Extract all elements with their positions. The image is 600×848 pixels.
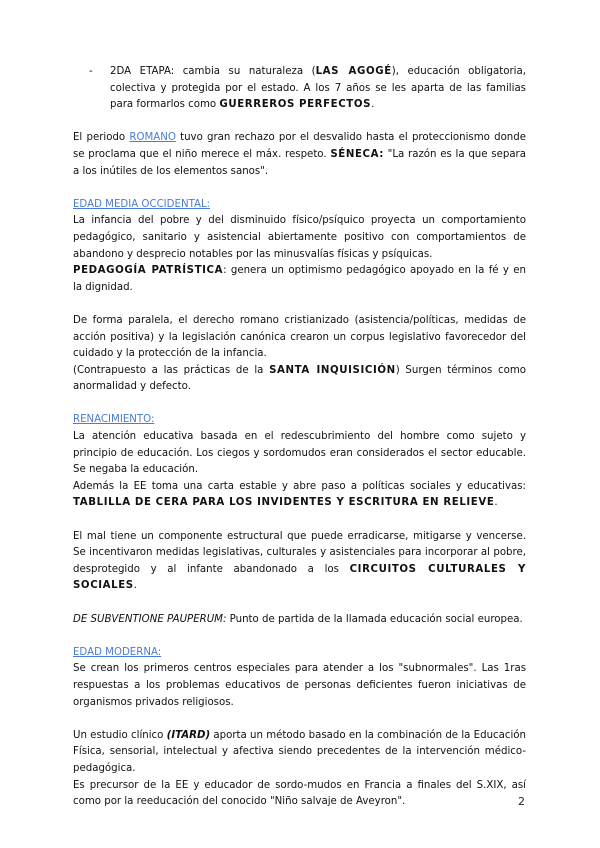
paragraph-medieval-4 bbox=[73, 363, 526, 396]
text: . bbox=[371, 99, 375, 111]
text: 2DA ETAPA: cambia su naturaleza ( bbox=[110, 66, 316, 77]
text: El mal tiene un componente estructural que puede erradicarse, mitigarse y vencerse. Se incentivaron medidas legislativas, culturales y asistenciales para incorporar al pobre, desprotegido y al infante abandonado a los bbox=[73, 530, 526, 575]
paragraph-renaissance-3 bbox=[73, 529, 526, 595]
text: Un estudio clínico bbox=[73, 729, 167, 741]
bullet-item-2da-etapa bbox=[73, 64, 526, 114]
bold-italic-term: (ITARD) bbox=[166, 729, 211, 741]
text: tuvo gran rechazo por el desvalido hasta el proteccionismo donde se proclama que el niño merece el máx. respeto. bbox=[73, 132, 526, 160]
paragraph-renaissance-4 bbox=[73, 612, 526, 629]
bold-term: GUERREROS PERFECTOS bbox=[219, 99, 372, 111]
paragraph-modern-3: Es precursor de la EE y educador de sordo-mudos en Francia a finales del S.XIX, así como por la reeducación del conocido "Niño salvaje de Aveyron". bbox=[73, 779, 526, 808]
document-body bbox=[73, 64, 526, 811]
paragraph-medieval-3: De forma paralela, el derecho romano cristianizado (asistencia/políticas, medidas de acción positiva) y la legislación canónica crearon un corpus legislativo favorecedor del cuidado y la protección de la infancia. bbox=[73, 314, 526, 360]
bullet-dash: - bbox=[89, 66, 93, 77]
page-number: 2 bbox=[518, 795, 525, 808]
italic-term: DE SUBVENTIONE PAUPERUM: bbox=[73, 613, 227, 625]
text: "La razón es la que separa a los inútiles de los elementos sanos". bbox=[73, 148, 526, 177]
paragraph-roman bbox=[73, 130, 526, 180]
text: : genera un optimismo pedagógico apoyado en la fé y en la dignidad. bbox=[73, 265, 526, 293]
bold-term: CIRCUITOS CULTURALES Y SOCIALES bbox=[73, 563, 526, 592]
text: aporta un método basado en la combinación de la Educación Física, sensorial, intelectual y afectiva siendo precedentes de la intervención médico-pedagógica. bbox=[73, 729, 526, 774]
text: ), educación obligatoria, colectiva y protegida por el estado. A los 7 años se les aparta de las familias para formarlos como bbox=[110, 66, 526, 111]
paragraph-modern-1: Se crean los primeros centros especiales para atender a los "subnormales". Las 1ras respuestas a los problemas educativos de personas deficientes fueron iniciativas de organismos privados religiosos. bbox=[73, 663, 526, 708]
paragraph-modern-2 bbox=[73, 728, 526, 778]
heading-renacimiento[interactable]: RENACIMIENTO: bbox=[73, 414, 155, 426]
text: . bbox=[494, 497, 498, 509]
text: . bbox=[133, 580, 137, 592]
bold-term: SÉNECA: bbox=[330, 148, 384, 160]
bold-term: SANTA INQUISICIÓN bbox=[269, 364, 396, 376]
text: Punto de partida de la llamada educación social europea. bbox=[226, 613, 523, 625]
paragraph-renaissance-2 bbox=[73, 479, 526, 512]
paragraph-medieval-1: La infancia del pobre y del disminuido físico/psíquico proyecta un comportamiento pedagógico, sanitario y asistencial abiertamente positivo con comportamientos de abandono y desprecio notables por las minusvalías físicas y psíquicas. bbox=[73, 215, 526, 260]
text: El periodo bbox=[73, 132, 130, 144]
paragraph-renaissance-1: La atención educativa basada en el redescubrimiento del hombre como sujeto y principio de educación. Los ciegos y sordomudos eran considerados el sector educable. Se negaba la educación. bbox=[73, 431, 526, 476]
text: Además la EE toma una carta estable y abre paso a políticas sociales y educativas: bbox=[73, 480, 526, 492]
romano-link[interactable]: ROMANO bbox=[129, 132, 176, 144]
bold-term: TABLILLA DE CERA PARA LOS INVIDENTES Y ESCRITURA EN RELIEVE bbox=[73, 497, 495, 509]
heading-edad-media[interactable]: EDAD MEDIA OCCIDENTAL: bbox=[73, 198, 211, 210]
text: (Contrapuesto a las prácticas de la bbox=[73, 364, 270, 376]
paragraph-medieval-2 bbox=[73, 263, 526, 296]
heading-edad-moderna[interactable]: EDAD MODERNA: bbox=[73, 646, 162, 658]
text: ) Surgen términos como anormalidad y defecto. bbox=[73, 364, 526, 393]
bold-term: LAS AGOGÉ bbox=[315, 66, 392, 77]
bold-term: PEDAGOGÍA PATRÍSTICA bbox=[73, 265, 224, 277]
